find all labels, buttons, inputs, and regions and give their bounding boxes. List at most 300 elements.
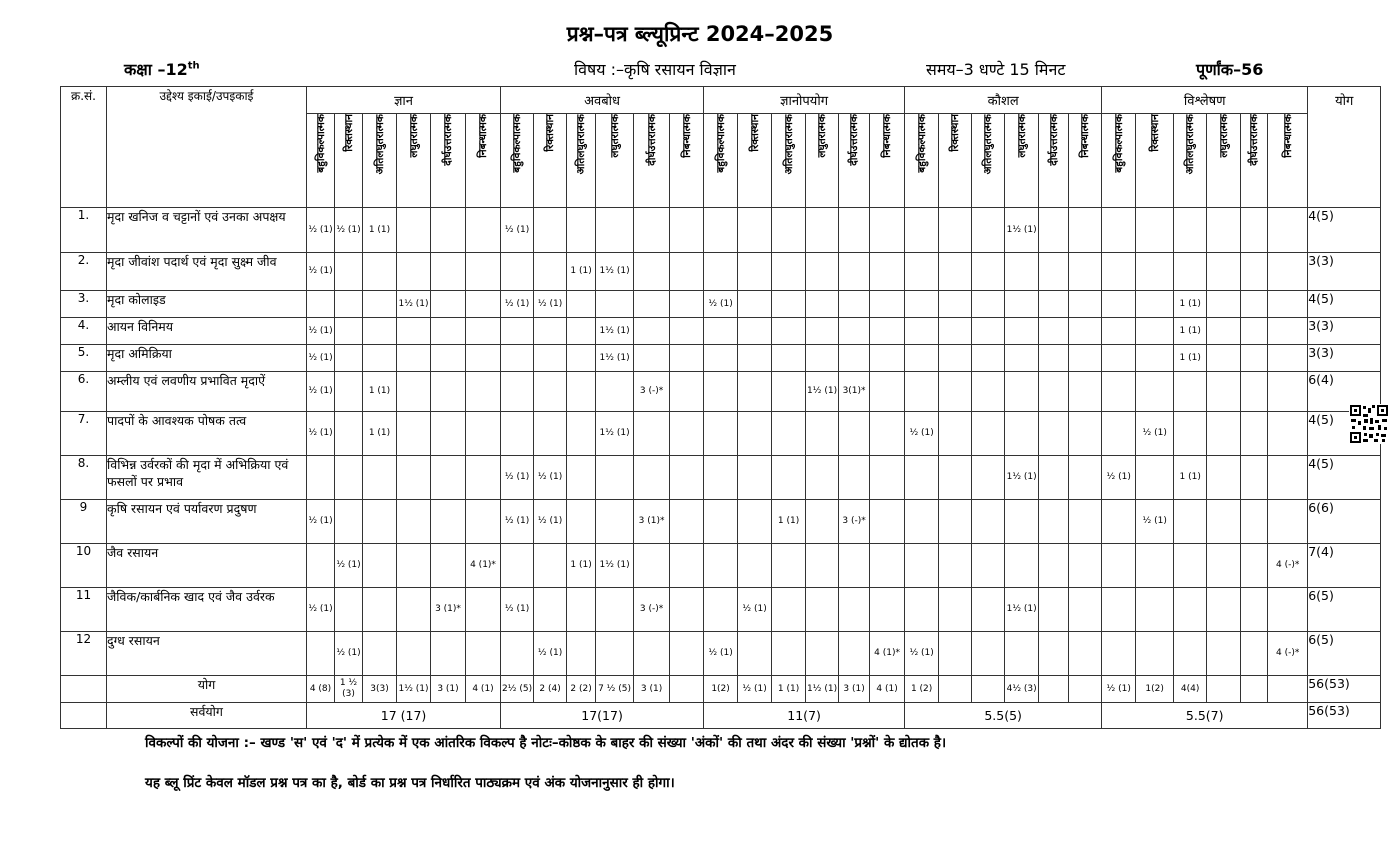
marks-cell	[431, 318, 466, 345]
marks-cell	[397, 412, 431, 456]
row-unit: जैविक/कार्बनिक खाद एवं जैव उर्वरक	[107, 588, 307, 632]
marks-cell	[1005, 372, 1039, 412]
marks-cell	[905, 345, 939, 372]
marks-cell	[1268, 588, 1308, 632]
marks-cell	[870, 372, 905, 412]
marks-cell	[905, 318, 939, 345]
row-total: 6(5)	[1308, 588, 1381, 632]
marks-cell: 3(1)*	[839, 372, 870, 412]
marks-cell	[397, 456, 431, 500]
question-type-header	[534, 114, 567, 208]
marks-cell	[1069, 412, 1102, 456]
marks-cell	[905, 253, 939, 291]
marks-cell	[839, 544, 870, 588]
marks-cell	[1005, 544, 1039, 588]
yog-cell: 4 (8)	[307, 676, 335, 703]
marks-cell	[634, 253, 670, 291]
marks-cell	[704, 588, 738, 632]
marks-cell	[363, 632, 397, 676]
marks-cell	[534, 412, 567, 456]
yog-cell: 1(2)	[704, 676, 738, 703]
question-type-label: रिक्तस्थान	[748, 114, 761, 152]
question-type-label: दीर्घउत्तरात्मक	[645, 114, 658, 166]
marks-cell	[905, 588, 939, 632]
marks-cell	[1039, 345, 1069, 372]
marks-cell	[905, 208, 939, 253]
question-type-header	[870, 114, 905, 208]
marks-cell	[634, 208, 670, 253]
marks-cell	[1102, 253, 1136, 291]
marks-cell: 1½ (1)	[397, 291, 431, 318]
marks-cell	[1207, 412, 1241, 456]
marks-cell	[939, 500, 972, 544]
marks-cell	[501, 544, 534, 588]
marks-cell	[870, 588, 905, 632]
marks-cell	[738, 412, 772, 456]
marks-cell	[670, 345, 704, 372]
marks-cell	[670, 412, 704, 456]
marks-cell	[738, 632, 772, 676]
marks-cell	[1268, 345, 1308, 372]
marks-cell	[1005, 412, 1039, 456]
marks-cell	[634, 345, 670, 372]
marks-cell: 1½ (1)	[596, 412, 634, 456]
table-row	[61, 632, 1381, 676]
unit-header: उद्देश्य इकाई/उपइकाई	[107, 87, 307, 208]
marks-cell	[1005, 253, 1039, 291]
marks-cell	[905, 372, 939, 412]
marks-cell	[670, 291, 704, 318]
marks-cell	[1174, 412, 1207, 456]
marks-cell	[567, 345, 596, 372]
marks-cell	[501, 372, 534, 412]
marks-cell	[363, 291, 397, 318]
question-type-label: दीर्घउत्तरात्मक	[1248, 114, 1261, 166]
marks-cell	[567, 632, 596, 676]
marks-cell	[1268, 500, 1308, 544]
marks-cell	[772, 632, 806, 676]
yog-cell	[1241, 676, 1268, 703]
yog-cell: 4 (1)	[870, 676, 905, 703]
question-type-header	[1207, 114, 1241, 208]
marks-cell	[670, 208, 704, 253]
marks-cell	[939, 588, 972, 632]
marks-cell	[839, 345, 870, 372]
marks-cell	[1207, 253, 1241, 291]
marks-cell	[1241, 372, 1268, 412]
question-type-header	[567, 114, 596, 208]
marks-cell	[670, 372, 704, 412]
marks-cell	[1102, 208, 1136, 253]
marks-cell	[1102, 588, 1136, 632]
marks-cell	[972, 456, 1005, 500]
objective-header: कौशल	[905, 87, 1102, 114]
question-type-label: लघुतरात्मक	[407, 114, 420, 158]
yog-cell: 1 (1)	[772, 676, 806, 703]
marks-cell	[806, 456, 839, 500]
marks-cell	[431, 291, 466, 318]
marks-cell	[335, 500, 363, 544]
question-type-header	[363, 114, 397, 208]
marks-cell	[634, 456, 670, 500]
marks-cell	[738, 291, 772, 318]
marks-cell	[1207, 318, 1241, 345]
marks-cell	[1268, 208, 1308, 253]
sarvayog-group-total: 11(7)	[704, 703, 905, 729]
marks-cell	[534, 208, 567, 253]
row-unit: मृदा अमिक्रिया	[107, 345, 307, 372]
marks-cell	[670, 456, 704, 500]
row-unit: विभिन्न उर्वरकों की मृदा में अभिक्रिया एवं फसलों पर प्रभाव	[107, 456, 307, 500]
marks-cell: 1 (1)	[1174, 345, 1207, 372]
objective-header: विश्लेषण	[1102, 87, 1308, 114]
question-type-header	[1069, 114, 1102, 208]
marks-cell	[772, 412, 806, 456]
question-type-header	[634, 114, 670, 208]
marks-cell	[772, 588, 806, 632]
marks-cell: ½ (1)	[307, 372, 335, 412]
question-type-header	[670, 114, 704, 208]
marks-cell	[1174, 208, 1207, 253]
options-note: विकल्पों की योजना :– खण्ड 'स' एवं 'द' में प्रत्येक में एक आंतरिक विकल्प है नोटः–कोष्ठक के बाहर की संख्या 'अंकों' की तथा अंदर की संख्या 'प्रश्नों' के द्योतक है।	[145, 735, 947, 751]
marks-cell	[466, 632, 501, 676]
marks-cell: ½ (1)	[335, 632, 363, 676]
question-type-header	[335, 114, 363, 208]
marks-cell	[670, 500, 704, 544]
sarvayog-sr	[61, 703, 107, 729]
marks-cell	[972, 632, 1005, 676]
marks-cell	[1102, 291, 1136, 318]
yog-cell: ½ (1)	[1102, 676, 1136, 703]
marks-cell: ½ (1)	[738, 588, 772, 632]
marks-cell	[634, 412, 670, 456]
marks-cell: ½ (1)	[307, 318, 335, 345]
marks-cell	[772, 544, 806, 588]
marks-cell	[466, 372, 501, 412]
marks-cell	[870, 318, 905, 345]
table-row	[61, 412, 1381, 456]
marks-cell	[1069, 544, 1102, 588]
yog-cell: 1(2)	[1136, 676, 1174, 703]
marks-cell	[363, 500, 397, 544]
objective-header: ज्ञान	[307, 87, 501, 114]
table-row	[61, 372, 1381, 412]
marks-cell	[870, 544, 905, 588]
marks-cell	[1136, 372, 1174, 412]
marks-cell	[567, 456, 596, 500]
marks-cell	[738, 345, 772, 372]
marks-cell	[870, 345, 905, 372]
marks-cell	[307, 291, 335, 318]
row-sr: 6.	[61, 372, 107, 412]
question-type-header	[1174, 114, 1207, 208]
yog-cell: 3 (1)	[431, 676, 466, 703]
marks-cell	[567, 412, 596, 456]
table-row	[61, 544, 1381, 588]
question-type-label: निबन्धात्मक	[881, 114, 894, 158]
marks-cell	[1039, 253, 1069, 291]
row-unit: आयन विनिमय	[107, 318, 307, 345]
marks-cell	[972, 412, 1005, 456]
marks-cell	[431, 632, 466, 676]
marks-cell: 1½ (1)	[806, 372, 839, 412]
objective-header: ज्ञानोपयोग	[704, 87, 905, 114]
marks-cell	[1207, 372, 1241, 412]
question-type-header	[466, 114, 501, 208]
marks-cell: 4 (1)*	[870, 632, 905, 676]
marks-cell	[431, 372, 466, 412]
sarvayog-row	[61, 703, 1381, 729]
marks-cell: 1½ (1)	[1005, 588, 1039, 632]
marks-cell	[1207, 456, 1241, 500]
marks-cell	[1039, 372, 1069, 412]
row-unit: मृदा कोलाइड	[107, 291, 307, 318]
marks-cell	[772, 253, 806, 291]
yog-cell: 2 (2)	[567, 676, 596, 703]
row-total: 3(3)	[1308, 318, 1381, 345]
marks-cell	[431, 544, 466, 588]
marks-cell	[567, 500, 596, 544]
marks-cell	[1039, 500, 1069, 544]
question-type-label: रिक्तस्थान	[949, 114, 962, 152]
question-type-label: रिक्तस्थान	[1148, 114, 1161, 152]
marks-cell: ½ (1)	[501, 500, 534, 544]
question-type-label: अतिलघुतरात्मक	[1184, 114, 1197, 175]
yog-cell: 2 (4)	[534, 676, 567, 703]
marks-cell	[704, 345, 738, 372]
question-type-label: लघुतरात्मक	[816, 114, 829, 158]
question-type-label: निबन्धात्मक	[1079, 114, 1092, 158]
yog-cell: 4(4)	[1174, 676, 1207, 703]
marks-cell	[1005, 632, 1039, 676]
question-type-label: लघुतरात्मक	[1015, 114, 1028, 158]
objective-header-row	[61, 87, 1381, 114]
marks-cell	[596, 372, 634, 412]
marks-cell	[397, 253, 431, 291]
marks-cell	[307, 544, 335, 588]
row-unit: पादपों के आवश्यक पोषक तत्व	[107, 412, 307, 456]
question-type-label: लघुतरात्मक	[1217, 114, 1230, 158]
marks-cell: ½ (1)	[534, 632, 567, 676]
marks-cell	[534, 318, 567, 345]
marks-cell: ½ (1)	[501, 456, 534, 500]
marks-cell	[806, 345, 839, 372]
marks-cell	[939, 253, 972, 291]
time-label: समय–3 धण्टे 15 मिनट	[926, 60, 1066, 79]
marks-cell	[772, 208, 806, 253]
marks-cell	[1136, 588, 1174, 632]
marks-cell	[806, 318, 839, 345]
marks-cell	[870, 500, 905, 544]
marks-cell	[738, 544, 772, 588]
marks-cell	[1069, 588, 1102, 632]
marks-cell	[1102, 412, 1136, 456]
marks-cell: 4 (1)*	[466, 544, 501, 588]
marks-cell	[839, 253, 870, 291]
question-type-label: दीर्घउत्तरात्मक	[442, 114, 454, 166]
marks-cell	[939, 412, 972, 456]
question-type-label: निबन्धात्मक	[1281, 114, 1294, 158]
marks-cell	[534, 372, 567, 412]
marks-cell	[806, 291, 839, 318]
marks-cell	[596, 588, 634, 632]
class-label: कक्षा –12th	[124, 60, 200, 79]
question-type-label: अतिलघुतरात्मक	[373, 114, 386, 175]
marks-cell: 1 (1)	[363, 208, 397, 253]
row-sr: 8.	[61, 456, 107, 500]
marks-cell	[1241, 291, 1268, 318]
marks-cell	[1102, 500, 1136, 544]
marks-cell	[1005, 291, 1039, 318]
total-header: योग	[1308, 87, 1381, 208]
marks-cell	[335, 345, 363, 372]
marks-cell: ½ (1)	[307, 253, 335, 291]
marks-cell	[839, 318, 870, 345]
marks-cell	[972, 208, 1005, 253]
marks-cell	[1102, 632, 1136, 676]
yog-cell	[1268, 676, 1308, 703]
marks-cell	[939, 544, 972, 588]
marks-cell	[905, 500, 939, 544]
marks-cell	[466, 253, 501, 291]
blueprint-table	[60, 86, 1381, 729]
row-sr: 1.	[61, 208, 107, 253]
marks-cell	[738, 318, 772, 345]
marks-cell	[806, 253, 839, 291]
marks-cell: ½ (1)	[501, 588, 534, 632]
marks-cell	[704, 412, 738, 456]
marks-cell	[335, 588, 363, 632]
marks-cell: ½ (1)	[501, 291, 534, 318]
marks-cell	[1174, 253, 1207, 291]
sarvayog-total: 56(53)	[1308, 703, 1381, 729]
marks-cell	[534, 544, 567, 588]
row-total: 4(5)	[1308, 208, 1381, 253]
row-sr: 2.	[61, 253, 107, 291]
question-type-header	[905, 114, 939, 208]
marks-cell	[704, 544, 738, 588]
marks-cell: 1 (1)	[1174, 318, 1207, 345]
disclaimer-note: यह ब्लू प्रिंट केवल मॉडल प्रश्न पत्र का है, बोर्ड का प्रश्न पत्र निर्धारित पाठ्यक्रम एवं अंक योजनानुसार ही होगा।	[145, 775, 675, 791]
row-sr: 11	[61, 588, 107, 632]
marks-cell	[1174, 632, 1207, 676]
marks-cell	[670, 253, 704, 291]
yog-cell: 2½ (5)	[501, 676, 534, 703]
marks-cell	[397, 208, 431, 253]
yog-cell: 7 ½ (5)	[596, 676, 634, 703]
marks-cell: 1 (1)	[1174, 291, 1207, 318]
marks-cell: 1 (1)	[772, 500, 806, 544]
marks-cell: ½ (1)	[1102, 456, 1136, 500]
row-unit: जैव रसायन	[107, 544, 307, 588]
yog-cell: ½ (1)	[738, 676, 772, 703]
row-total: 6(6)	[1308, 500, 1381, 544]
marks-cell	[1069, 208, 1102, 253]
marks-cell	[806, 588, 839, 632]
yog-cell: 3 (1)	[634, 676, 670, 703]
row-sr: 5.	[61, 345, 107, 372]
marks-cell	[905, 291, 939, 318]
question-type-header	[806, 114, 839, 208]
marks-cell	[670, 544, 704, 588]
question-type-label: बहुविकल्पात्मक	[714, 114, 727, 173]
marks-cell	[704, 253, 738, 291]
marks-cell	[596, 500, 634, 544]
marks-cell	[1136, 544, 1174, 588]
marks-cell: 1½ (1)	[596, 544, 634, 588]
marks-cell	[466, 208, 501, 253]
marks-cell	[1207, 291, 1241, 318]
marks-cell	[567, 208, 596, 253]
marks-cell	[534, 253, 567, 291]
marks-cell: 1 (1)	[363, 412, 397, 456]
marks-cell	[1207, 345, 1241, 372]
marks-cell	[466, 588, 501, 632]
marks-cell	[596, 456, 634, 500]
marks-cell	[634, 632, 670, 676]
marks-cell	[939, 291, 972, 318]
marks-cell	[1268, 412, 1308, 456]
sarvayog-group-total: 5.5(5)	[905, 703, 1102, 729]
row-sr: 7.	[61, 412, 107, 456]
marks-cell	[1039, 412, 1069, 456]
yog-sr	[61, 676, 107, 703]
marks-cell	[397, 372, 431, 412]
marks-cell	[634, 291, 670, 318]
sr-header: क्र.सं.	[61, 87, 107, 208]
marks-cell	[1005, 500, 1039, 544]
marks-cell: ½ (1)	[307, 588, 335, 632]
marks-cell	[363, 456, 397, 500]
marks-cell	[1039, 291, 1069, 318]
marks-cell	[431, 208, 466, 253]
marks-cell	[738, 456, 772, 500]
question-type-header	[939, 114, 972, 208]
marks-cell	[972, 253, 1005, 291]
yog-total: 56(53)	[1308, 676, 1381, 703]
question-type-label: बहुविकल्पात्मक	[1112, 114, 1125, 173]
marks-cell	[1268, 291, 1308, 318]
marks-cell: ½ (1)	[534, 500, 567, 544]
marks-cell	[1174, 500, 1207, 544]
marks-cell	[806, 632, 839, 676]
marks-cell	[397, 345, 431, 372]
question-type-label: रिक्तस्थान	[342, 114, 355, 152]
row-total: 3(3)	[1308, 253, 1381, 291]
marks-cell	[1207, 632, 1241, 676]
marks-cell	[1069, 456, 1102, 500]
marks-cell	[567, 372, 596, 412]
row-total: 6(4)	[1308, 372, 1381, 412]
marks-cell	[466, 318, 501, 345]
marks-cell	[806, 544, 839, 588]
row-total: 7(4)	[1308, 544, 1381, 588]
marks-cell	[1136, 318, 1174, 345]
marks-cell	[738, 500, 772, 544]
marks-cell	[738, 208, 772, 253]
row-total: 3(3)	[1308, 345, 1381, 372]
marks-cell: 1½ (1)	[1005, 456, 1039, 500]
marks-cell	[1069, 253, 1102, 291]
marks-cell	[567, 588, 596, 632]
marks-cell	[870, 291, 905, 318]
marks-cell	[1241, 253, 1268, 291]
row-sr: 4.	[61, 318, 107, 345]
marks-cell	[1241, 544, 1268, 588]
marks-cell: 1 (1)	[567, 544, 596, 588]
question-type-label: अतिलघुतरात्मक	[782, 114, 795, 175]
question-type-header	[397, 114, 431, 208]
